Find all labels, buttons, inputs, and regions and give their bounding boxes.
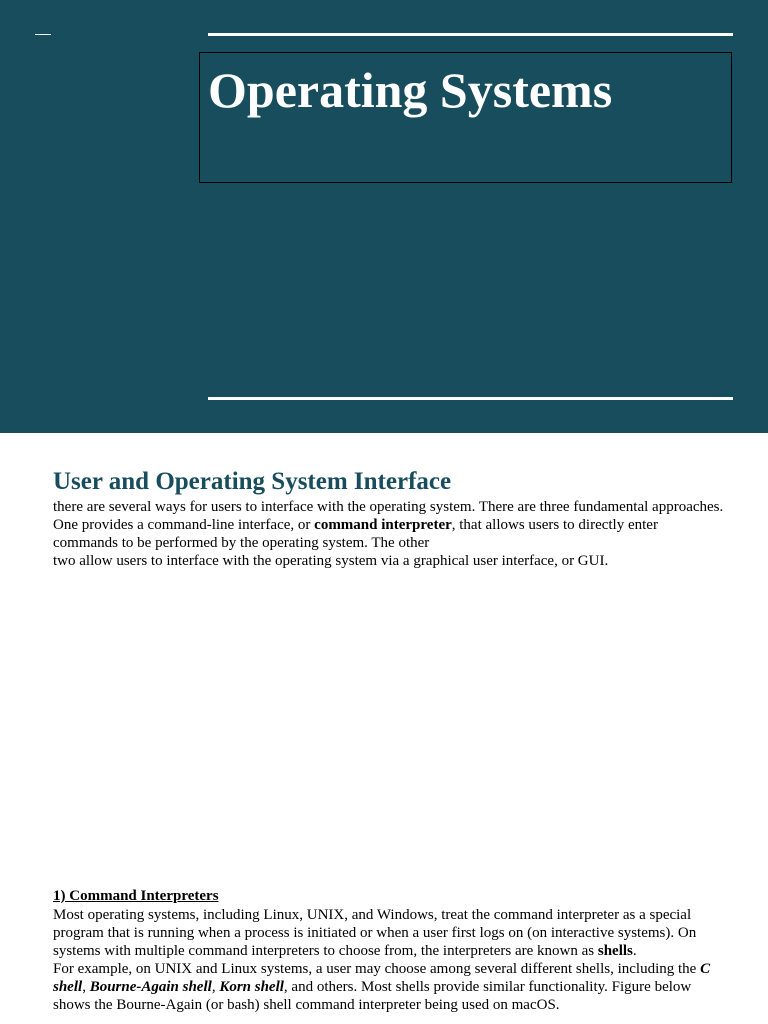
c-shell-term-part2: shell — [53, 979, 83, 995]
c-shell-term-part1: C — [700, 961, 711, 977]
cmd-text: For example, on UNIX and Linux systems, a user may choose among several different shells, including the — [53, 961, 701, 977]
cmd-line-6: shows the Bourne-Again (or bash) shell command interpreter being used on macOS. — [53, 997, 560, 1013]
cmd-line-1: Most operating systems, including Linux, UNIX, and Windows, treat the command interpreter as a special — [53, 907, 692, 923]
command-interpreters-paragraph — [53, 906, 743, 1014]
cmd-line-2: program that is running when a process is initiated or when a user first logs on (on interactive systems). On — [53, 925, 697, 941]
command-interpreters-heading: 1) Command Interpreters — [53, 888, 219, 904]
intro-paragraph — [53, 498, 743, 570]
intro-line-1: there are several ways for users to interface with the operating system. There are three fundamental approaches. — [53, 499, 724, 515]
banner-top-rule — [208, 33, 733, 36]
cmd-line-3 — [53, 942, 743, 960]
cmd-text: , — [211, 979, 220, 995]
cmd-line-5 — [53, 978, 743, 996]
title-banner — [0, 0, 768, 433]
title-box — [199, 52, 732, 183]
intro-text: One provides a command-line interface, or — [53, 517, 315, 533]
banner-bottom-rule — [208, 397, 733, 400]
page-title: Operating Systems — [208, 62, 613, 118]
cmd-text: systems with multiple command interpreters to choose from, the interpreters are known as — [53, 943, 598, 959]
shells-term: shells — [597, 943, 633, 959]
banner-dash — [35, 34, 51, 35]
cmd-line-4 — [53, 960, 743, 978]
cmd-text: , — [82, 979, 90, 995]
intro-text: , that allows users to directly enter — [451, 517, 658, 533]
bourne-again-shell-term: Bourne-Again shell — [89, 979, 212, 995]
section-heading: User and Operating System Interface — [53, 468, 452, 495]
command-interpreter-term: command interpreter — [314, 517, 452, 533]
intro-line-3: commands to be performed by the operating system. The other — [53, 535, 430, 551]
intro-line-4: two allow users to interface with the operating system via a graphical user interface, or GUI. — [53, 553, 609, 569]
cmd-text: . — [632, 943, 637, 959]
korn-shell-term: Korn shell — [219, 979, 284, 995]
cmd-text: , and others. Most shells provide similar functionality. Figure below — [283, 979, 692, 995]
intro-line-2 — [53, 516, 743, 534]
